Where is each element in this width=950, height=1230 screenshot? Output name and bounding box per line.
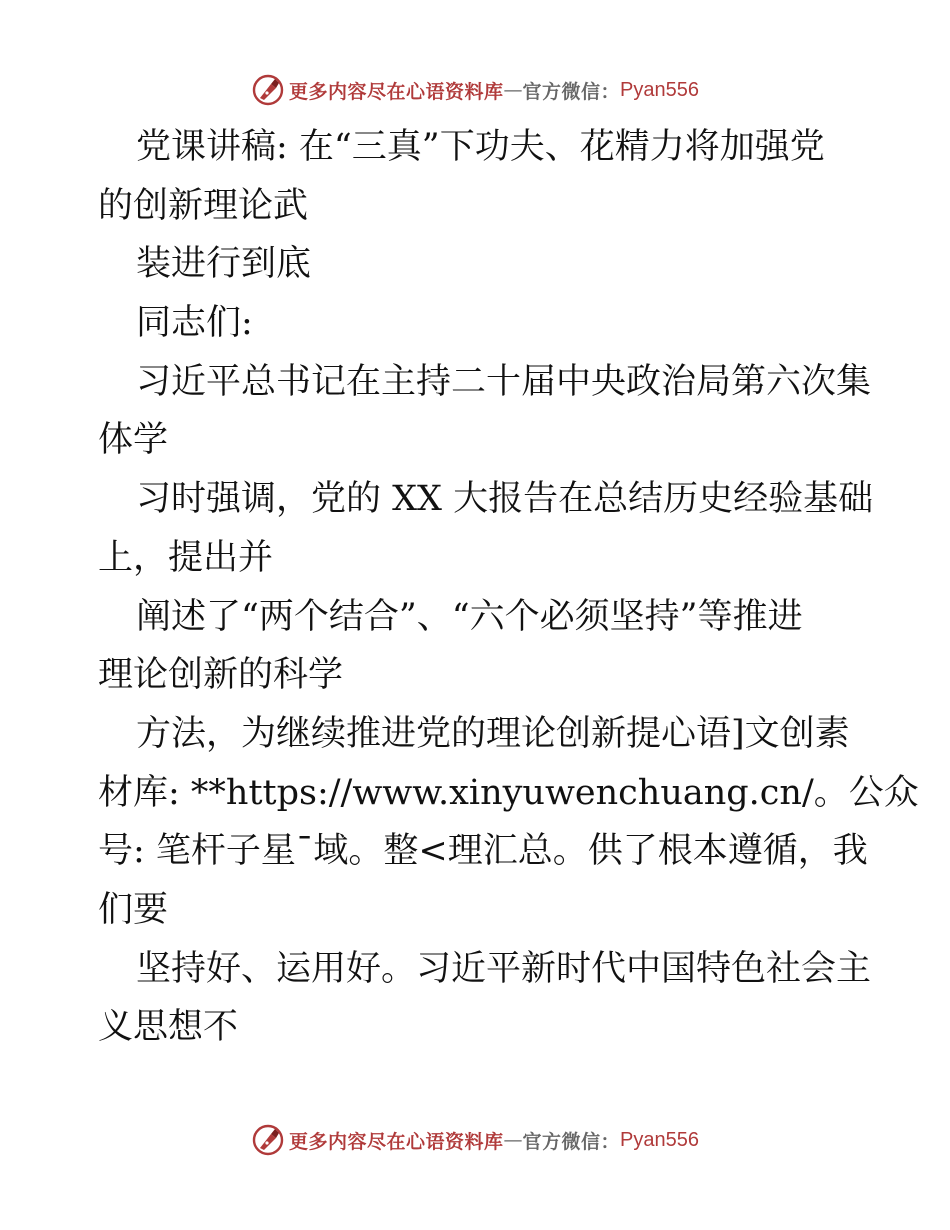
- paragraph-line: 习时强调，党的 XX 大报告在总结历史经验基础: [136, 479, 874, 520]
- paragraph-line: 体学: [98, 420, 169, 461]
- banner-label-text: 官方微信：: [522, 80, 621, 103]
- paragraph-line: 材库: **https://www.xinyuwenchuang.cn/。公众: [98, 772, 919, 813]
- paragraph-line: 义思想不: [98, 1007, 239, 1048]
- document-title-line-3: 装进行到底: [136, 244, 312, 285]
- header-banner: [0, 70, 950, 110]
- paragraph-line: 上，提出并: [98, 537, 274, 578]
- banner-wechat-handle: Pyan556: [620, 78, 699, 101]
- paragraph-line: 号: 笔杆子星¯域。整<理汇总。供了根本遵循，我: [98, 831, 868, 872]
- footer-banner: [0, 1120, 950, 1160]
- paragraph-line: 阐述了“两个结合”、“六个必须坚持”等推进: [136, 596, 803, 637]
- paragraph-line: 们要: [98, 889, 169, 930]
- banner-wechat-handle: Pyan556: [620, 1128, 699, 1151]
- fountain-pen-logo-icon: [251, 1123, 285, 1157]
- banner-brand-text: 更多内容尽在心语资料库: [289, 80, 504, 103]
- document-title-line-2: 的创新理论武: [98, 185, 309, 226]
- banner-label-text: 官方微信：: [522, 1130, 621, 1153]
- banner-brand-text: 更多内容尽在心语资料库: [289, 1130, 504, 1153]
- document-title-line-1: 党课讲稿: 在“三真”下功夫、花精力将加强党: [136, 127, 825, 167]
- paragraph-line: 习近平总书记在主持二十届中央政治局第六次集: [136, 361, 872, 402]
- fountain-pen-logo-icon: [251, 73, 285, 107]
- banner-separator: —: [503, 79, 523, 101]
- document-body: [98, 118, 919, 1057]
- paragraph-line: 理论创新的科学: [98, 655, 344, 696]
- document-salutation: 同志们:: [136, 303, 253, 344]
- paragraph-line: 坚持好、运用好。习近平新时代中国特色社会主: [136, 948, 872, 989]
- paragraph-line: 方法，为继续推进党的理论创新提心语]文创素: [136, 713, 850, 754]
- banner-separator: —: [503, 1129, 523, 1151]
